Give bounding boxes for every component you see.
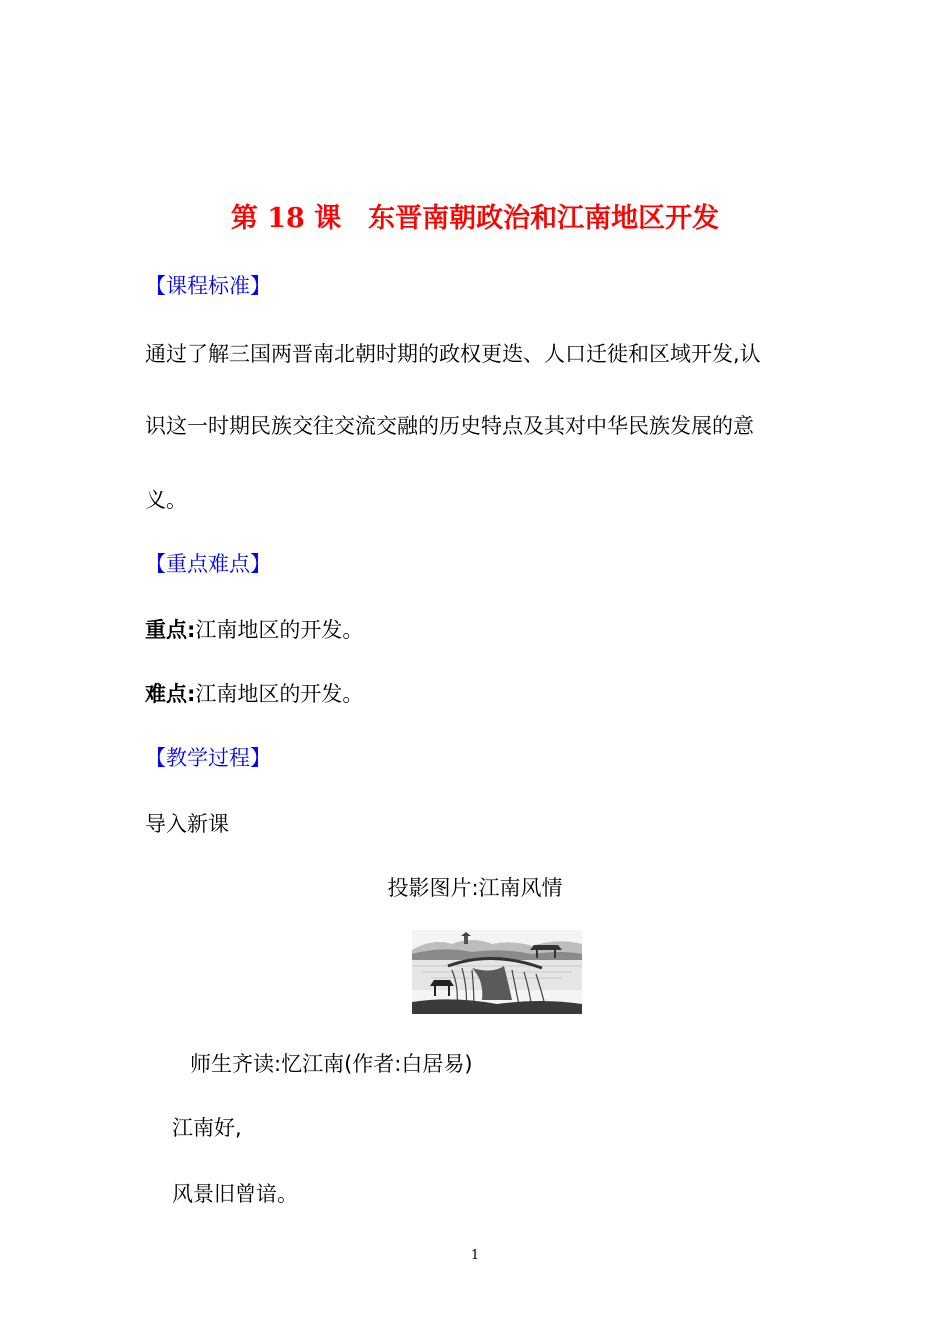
standard-line-3: 义。 xyxy=(145,488,187,512)
projection-caption: 投影图片:江南风情 xyxy=(387,876,563,900)
page-title: 第 18 课 东晋南朝政治和江南地区开发 xyxy=(230,203,720,234)
poem-heading: 师生齐读:忆江南(作者:白居易) xyxy=(190,1052,473,1076)
key-point-label: 重点: xyxy=(145,618,196,642)
key-point-text: 江南地区的开发。 xyxy=(195,618,364,642)
intro-text: 导入新课 xyxy=(145,812,229,836)
poem-line-2: 风景旧曾谙。 xyxy=(172,1182,298,1206)
difficult-point-label: 难点: xyxy=(145,682,196,706)
difficult-point-line xyxy=(145,678,363,708)
key-point-line xyxy=(145,614,363,644)
difficult-point-text: 江南地区的开发。 xyxy=(195,682,364,706)
section-heading-curriculum-standard: 【课程标准】 xyxy=(145,274,271,298)
standard-line-1: 通过了解三国两晋南北朝时期的政权更迭、人口迁徙和区域开发,认 xyxy=(145,342,761,366)
poem-line-1: 江南好, xyxy=(172,1116,242,1140)
page-number: 1 xyxy=(470,1248,480,1263)
section-heading-teaching-process: 【教学过程】 xyxy=(145,746,271,770)
section-heading-key-difficult: 【重点难点】 xyxy=(145,552,271,576)
jiangnan-landscape-image xyxy=(412,930,582,1014)
standard-line-2: 识这一时期民族交往交流交融的历史特点及其对中华民族发展的意 xyxy=(145,414,754,438)
